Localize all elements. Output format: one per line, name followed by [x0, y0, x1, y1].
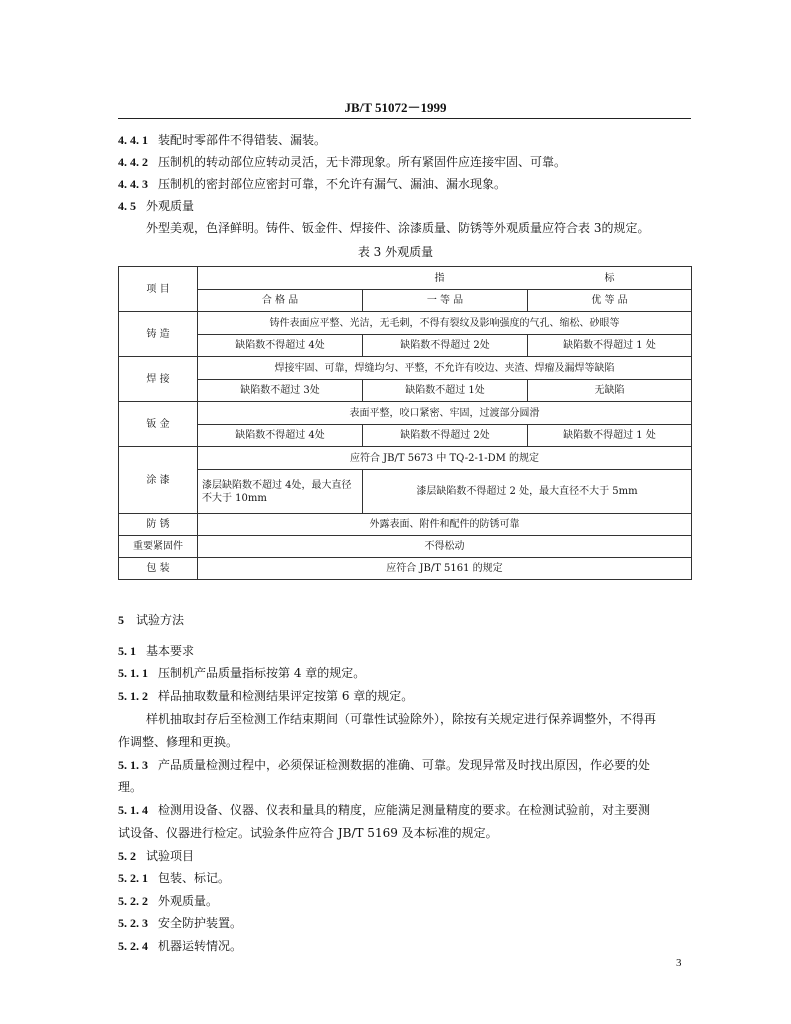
clause-number: 5. 1 [118, 644, 136, 658]
clause-5-1-3-continued: 理。 [118, 780, 143, 794]
header-indicator [198, 267, 692, 290]
welding-superior: 无缺陷 [528, 380, 692, 402]
clause-number: 5. 1. 3 [118, 758, 148, 772]
clause-number: 5. 1. 2 [118, 689, 148, 703]
clause-number: 5. 2. 3 [118, 916, 148, 930]
clause-4-4-1 [118, 132, 693, 148]
row-label-sheet-metal: 钣 金 [119, 402, 198, 447]
clause-number: 4. 4. 3 [118, 177, 148, 191]
document-header: JB/T 51072－1999 [344, 100, 447, 115]
clause-5-2-4 [118, 938, 693, 954]
clause-text: 基本要求 [146, 644, 195, 658]
clause-number: 5. 2 [118, 849, 136, 863]
clause-number: 4. 5 [118, 199, 136, 213]
clause-text: 压制机产品质量指标按第 4 章的规定。 [158, 666, 366, 680]
section-5-heading [118, 612, 693, 628]
clause-text: 试验项目 [146, 849, 195, 863]
clause-number: 5. 1. 1 [118, 666, 148, 680]
clause-number: 5. 2. 4 [118, 939, 148, 953]
clause-text: 检测用设备、仪器、仪表和量具的精度，应能满足测量精度的要求。在检测试验前，对主要测 [158, 803, 651, 817]
page-number: 3 [676, 957, 682, 969]
clause-number: 5. 1. 4 [118, 803, 148, 817]
sampling-paragraph-line-2: 作调整、修理和更换。 [118, 735, 239, 749]
clause-5-1-3 [118, 757, 693, 773]
header-indicator-right: 标 [604, 272, 615, 284]
clause-text: 压制机的密封部位应密封可靠，不允许有漏气、漏油、漏水现象。 [158, 177, 507, 191]
header-indicator-left: 指 [434, 272, 445, 284]
row-label-painting: 涂 漆 [119, 447, 198, 514]
clause-number: 4. 4. 1 [118, 133, 148, 147]
clause-5-2-2 [118, 893, 693, 909]
welding-qualified: 缺陷数不超过 3处 [198, 380, 363, 402]
clause-text: 样品抽取数量和检测结果评定按第 6 章的规定。 [158, 689, 414, 703]
clause-5-1 [118, 643, 693, 659]
clause-text: 外观质量 [146, 199, 195, 213]
clause-text: 产品质量检测过程中，必须保证检测数据的准确、可靠。发现异常及时找出原因，作必要的处 [158, 758, 651, 772]
appearance-intro: 外型美观，色泽鲜明。铸件、钣金件、焊接件、涂漆质量、防锈等外观质量应符合表 3的规定。 [146, 221, 650, 235]
clause-text: 机器运转情况。 [158, 939, 243, 953]
grade-qualified: 合 格 品 [198, 290, 363, 312]
casting-common: 铸件表面应平整、光洁，无毛刺，不得有裂纹及影响强度的气孔、缩松、砂眼等 [198, 312, 692, 335]
clause-number: 4. 4. 2 [118, 155, 148, 169]
welding-common: 焊接牢固、可靠，焊缝均匀、平整，不允许有咬边、夹渣、焊瘤及漏焊等缺陷 [198, 357, 692, 380]
sheet-metal-qualified: 缺陷数不得超过 4处 [198, 425, 363, 447]
row-label-welding: 焊 接 [119, 357, 198, 402]
clause-text: 包装、标记。 [158, 871, 231, 885]
row-label-packing: 包 装 [119, 558, 198, 580]
painting-higher-grades: 漆层缺陷数不得超过 2 处，最大直径不大于 5mm [363, 470, 692, 514]
table-title: 表 3 外观质量 [357, 245, 434, 259]
sheet-metal-first-class: 缺陷数不得超过 2处 [363, 425, 528, 447]
clause-4-5 [118, 198, 693, 214]
casting-superior: 缺陷数不得超过 1 处 [528, 335, 692, 357]
sheet-metal-superior: 缺陷数不得超过 1 处 [528, 425, 692, 447]
header-item: 项 目 [119, 267, 198, 312]
clause-5-1-2 [118, 688, 693, 704]
clause-4-4-3 [118, 176, 693, 192]
clause-number: 5. 2. 2 [118, 894, 148, 908]
row-label-rust: 防 锈 [119, 514, 198, 536]
clause-text: 安全防护装置。 [158, 916, 243, 930]
grade-first-class: 一 等 品 [363, 290, 528, 312]
clause-5-2-3 [118, 915, 693, 931]
appearance-quality-table [118, 266, 692, 580]
row-label-fastener: 重要紧固件 [119, 536, 198, 558]
clause-5-1-1 [118, 665, 693, 681]
clause-text: 压制机的转动部位应转动灵活，无卡滞现象。所有紧固件应连接牢固、可靠。 [158, 155, 567, 169]
fastener-value: 不得松动 [198, 536, 692, 558]
clause-text: 外观质量。 [158, 894, 219, 908]
packing-value: 应符合 JB/T 5161 的规定 [198, 558, 692, 580]
clause-4-4-2 [118, 154, 693, 170]
clause-number: 5. 2. 1 [118, 871, 148, 885]
welding-first-class: 缺陷数不超过 1处 [363, 380, 528, 402]
painting-qualified: 漆层缺陷数不超过 4处，最大直径不大于 10mm [198, 470, 363, 514]
casting-qualified: 缺陷数不得超过 4处 [198, 335, 363, 357]
sampling-paragraph-line-1: 样机抽取封存后至检测工作结束期间（可靠性试验除外），除按有关规定进行保养调整外，不得再 [146, 712, 657, 726]
clause-5-1-4 [118, 802, 693, 818]
sheet-metal-common: 表面平整，咬口紧密、牢固，过渡部分圆滑 [198, 402, 692, 425]
clause-5-2 [118, 848, 693, 864]
clause-text: 装配时零部件不得错装、漏装。 [158, 133, 327, 147]
header-rule [118, 118, 691, 119]
grade-superior: 优 等 品 [528, 290, 692, 312]
casting-first-class: 缺陷数不得超过 2处 [363, 335, 528, 357]
clause-5-1-4-continued: 试设备、仪器进行检定。试验条件应符合 JB/T 5169 及本标准的规定。 [118, 826, 498, 840]
section-title: 试验方法 [136, 613, 185, 627]
row-label-casting: 铸 造 [119, 312, 198, 357]
painting-common: 应符合 JB/T 5673 中 TQ-2-1-DM 的规定 [198, 447, 692, 470]
clause-5-2-1 [118, 870, 693, 886]
rust-value: 外露表面、附件和配件的防锈可靠 [198, 514, 692, 536]
section-number: 5 [118, 613, 124, 627]
